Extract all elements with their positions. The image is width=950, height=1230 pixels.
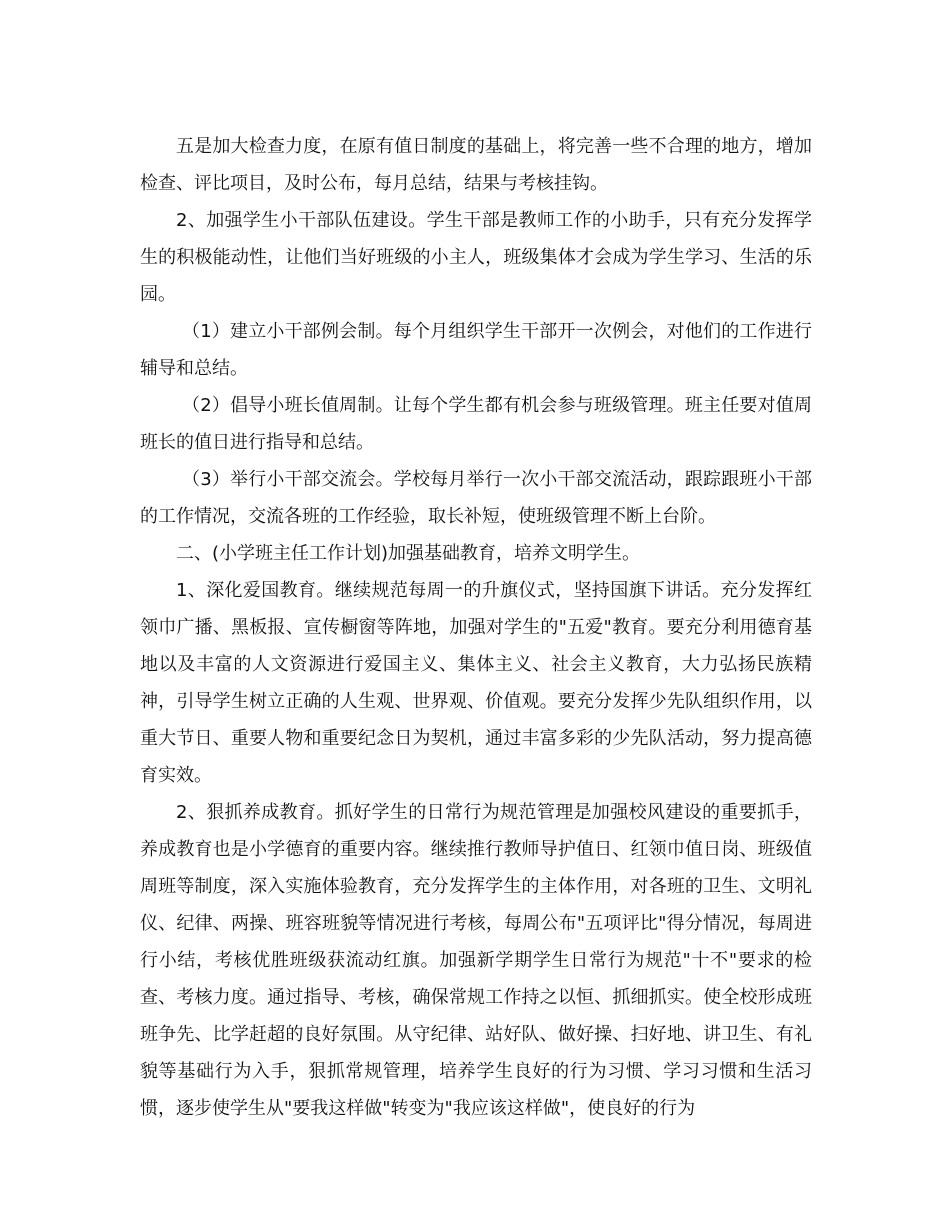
paragraph-patriotic-education: 1、深化爱国教育。继续规范每周一的升旗仪式，坚持国旗下讲话。充分发挥红领巾广播、黑板报、宣传橱窗等阵地，加强对学生的"五爱"教育。要充分利用德育基地以及丰富的人文资源进行爱国主义、集体主义、社会主义教育，大力弘扬民族精神，引导学生树立正确的人生观、世界观、价值观。要充分发挥少先队组织作用，以重大节日、重要人物和重要纪念日为契机，通过丰富多彩的少先队活动，努力提高德育实效。 [140, 580, 812, 786]
document-body [140, 128, 812, 1127]
paragraph-student-cadre: 2、加强学生小干部队伍建设。学生干部是教师工作的小助手，只有充分发挥学生的积极能动性，让他们当好班级的小主人，班级集体才会成为学生学习、生活的乐园。 [140, 210, 812, 305]
paragraph-cadre-exchange: （3）举行小干部交流会。学校每月举行一次小干部交流活动，跟踪跟班小干部的工作情况，交流各班的工作经验，取长补短，使班级管理不断上台阶。 [140, 469, 812, 527]
paragraph-habit-education: 2、狠抓养成教育。抓好学生的日常行为规范管理是加强校风建设的重要抓手，养成教育也是小学德育的重要内容。继续推行教师导护值日、红领巾值日岗、班级值周班等制度，深入实施体验教育，充分发挥学生的主体作用，对各班的卫生、文明礼仪、纪律、两操、班容班貌等情况进行考核，每周公布"五项评比"得分情况，每周进行小结，考核优胜班级获流动红旗。加强新学期学生日常行为规范"十不"要求的检查、考核力度。通过指导、考核，确保常规工作持之以恒、抓细抓实。使全校形成班班争先、比学赶超的良好氛围。从守纪律、站好队、做好操、扫好地、讲卫生、有礼貌等基础行为入手，狠抓常规管理，培养学生良好的行为习惯、学习习惯和生活习惯，逐步使学生从"要我这样做"转变为"我应该这样做"，使良好的行为 [140, 802, 812, 1119]
paragraph-inspection: 五是加大检查力度，在原有值日制度的基础上，将完善一些不合理的地方，增加检查、评比项目，及时公布，每月总结，结果与考核挂钩。 [140, 136, 812, 194]
paragraph-cadre-meeting: （1）建立小干部例会制。每个月组织学生干部开一次例会，对他们的工作进行辅导和总结。 [140, 321, 812, 379]
paragraph-weekly-monitor: （2）倡导小班长值周制。让每个学生都有机会参与班级管理。班主任要对值周班长的值日进行指导和总结。 [140, 395, 812, 453]
section-heading-basic-education: 二、(小学班主任工作计划)加强基础教育，培养文明学生。 [176, 543, 641, 564]
